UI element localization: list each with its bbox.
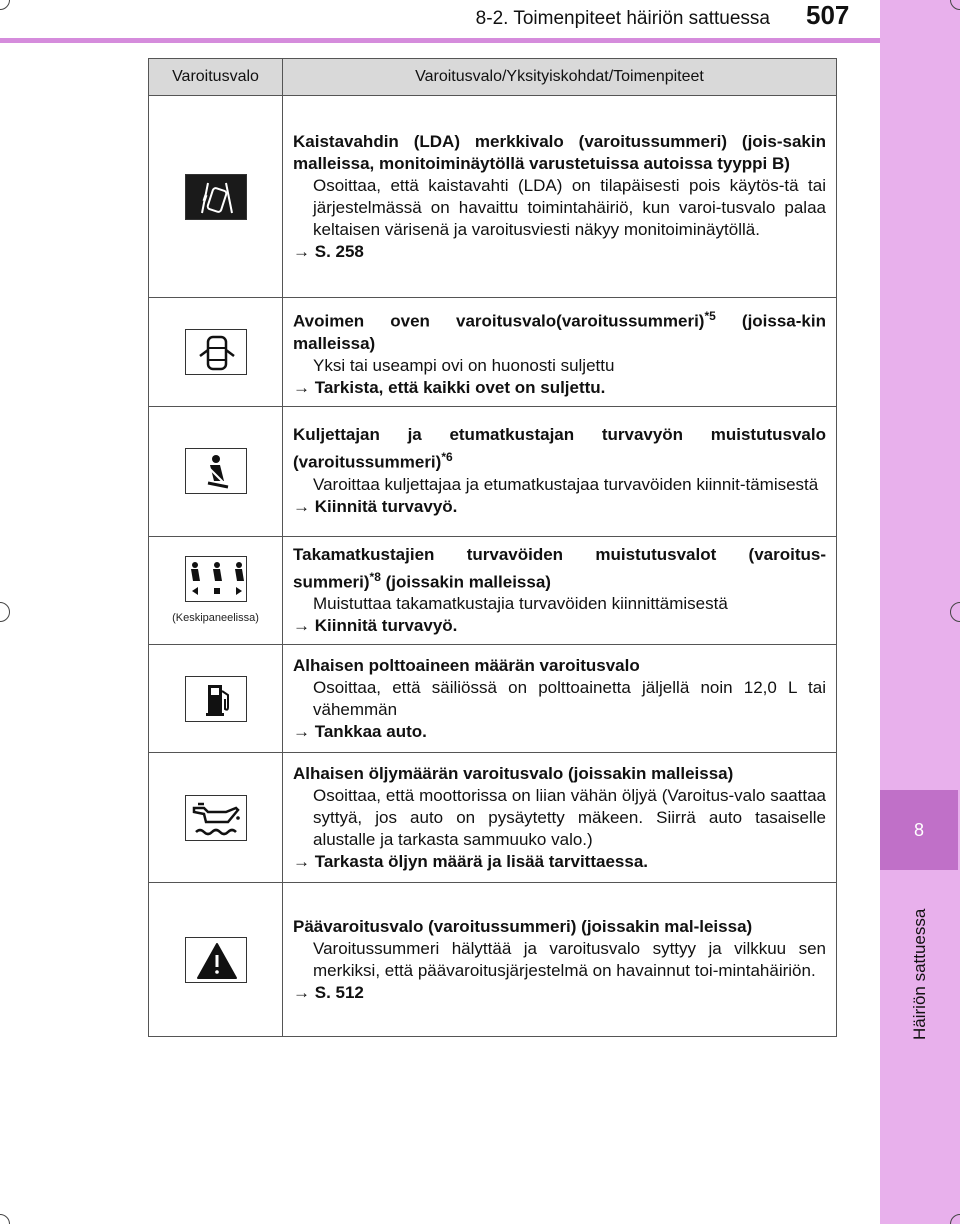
section-title: 8-2. Toimenpiteet häiriön sattuessa xyxy=(475,8,770,29)
table-row xyxy=(149,298,837,407)
row-title: Kuljettajan ja etumatkustajan turvavyön muistutusvalo (varoitussummeri)$^{*6}$ xyxy=(293,425,826,472)
row-action: → S. 512 xyxy=(293,982,364,1002)
chapter-number: 8 xyxy=(913,819,924,840)
crop-mark-top-left xyxy=(0,0,10,10)
row-title: Alhaisen polttoaineen määrän varoitusvalo xyxy=(293,655,640,675)
row-action: → Tarkista, että kaikki ovet on suljettu. xyxy=(293,377,606,397)
rear-seatbelt-icon xyxy=(185,556,247,602)
warning-lights-table xyxy=(148,58,837,1037)
icon-cell xyxy=(149,753,283,883)
row-description: Varoittaa kuljettajaa ja etumatkustajaa turvavöiden kiinnit-tämisestä xyxy=(313,474,819,494)
row-title: Päävaroitusvalo (varoitussummeri) (joissakin mal-leissa) xyxy=(293,916,753,936)
column-header-icon: Varoitusvalo xyxy=(149,59,283,96)
row-action: → Tankkaa auto. xyxy=(293,721,427,741)
chapter-number-box xyxy=(880,790,958,870)
fuel-pump-icon xyxy=(185,676,247,722)
row-description: Yksi tai useampi ovi on huonosti suljettu xyxy=(313,355,615,375)
crop-mark-bottom-left xyxy=(0,1214,10,1224)
oil-can-icon xyxy=(185,795,247,841)
row-description: Osoittaa, että kaistavahti (LDA) on tilapäisesti pois käytös-tä tai järjestelmässä on havaittu toimintahäiriö, kun varoi-tusvalo palaa keltaisen värisenä ja varoitusviesti näkyy monitoiminäytöllä. xyxy=(313,175,826,239)
row-action: → Tarkasta öljyn määrä ja lisää tarvittaessa. xyxy=(293,851,649,871)
table-header-row xyxy=(149,59,837,96)
row-title: Avoimen oven varoitusvalo(varoitussummeri)$^{*5}$ (joissa-kin malleissa) xyxy=(293,309,826,353)
row-action: → Kiinnitä turvavyö. xyxy=(293,496,458,516)
row-description: Muistuttaa takamatkustajia turvavöiden kiinnittämisestä xyxy=(313,594,728,614)
row-title: Takamatkustajien turvavöiden muistutusvalot (varoitus-summeri)$^{*8}$ (joissakin malleissa) xyxy=(293,544,826,592)
master-warning-icon xyxy=(185,937,247,983)
row-title: Kaistavahdin (LDA) merkkivalo (varoitussummeri) (jois-sakin malleissa, monitoiminäytöllä varustetuissa autoissa tyyppi B) xyxy=(293,131,826,173)
icon-cell xyxy=(149,406,283,536)
open-door-icon xyxy=(185,329,247,375)
table-row xyxy=(149,536,837,645)
icon-cell xyxy=(149,645,283,753)
icon-caption: (Keskipaneelissa) xyxy=(172,612,259,625)
table-row xyxy=(149,645,837,753)
table-row xyxy=(149,406,837,536)
page-number: 507 xyxy=(806,0,850,30)
icon-cell xyxy=(149,883,283,1037)
icon-cell xyxy=(149,536,283,645)
table-row xyxy=(149,753,837,883)
row-action: → S. 258 xyxy=(293,241,364,261)
icon-cell xyxy=(149,298,283,407)
column-header-details: Varoitusvalo/Yksityiskohdat/Toimenpiteet xyxy=(283,59,837,96)
row-description: Varoitussummeri hälyttää ja varoitusvalo syttyy ja vilkkuu sen merkiksi, että päävaroitusjärjestelmä on havainnut toi-mintahäiriön. xyxy=(313,938,826,980)
row-description: Osoittaa, että säiliössä on polttoainetta jäljellä noin 12,0 L tai vähemmän xyxy=(313,677,826,719)
header-rule xyxy=(0,38,880,43)
row-description: Osoittaa, että moottorissa on liian vähän öljyä (Varoitus-valo saattaa syttyä, jos auto on pysäytetty mäkeen. Siirrä auto tasaiselle alustalle ja tarkasta sammuuko valo.) xyxy=(313,785,826,849)
icon-cell xyxy=(149,96,283,298)
row-action: → Kiinnitä turvavyö. xyxy=(293,616,458,636)
crop-mark-mid-left xyxy=(0,602,10,622)
table-row xyxy=(149,96,837,298)
lane-departure-alert-icon xyxy=(185,174,247,220)
chapter-label: Häiriön sattuessa xyxy=(910,908,929,1040)
seatbelt-icon xyxy=(185,448,247,494)
table-row xyxy=(149,883,837,1037)
row-title: Alhaisen öljymäärän varoitusvalo (joissakin malleissa) xyxy=(293,763,734,783)
side-tab xyxy=(880,0,960,1224)
